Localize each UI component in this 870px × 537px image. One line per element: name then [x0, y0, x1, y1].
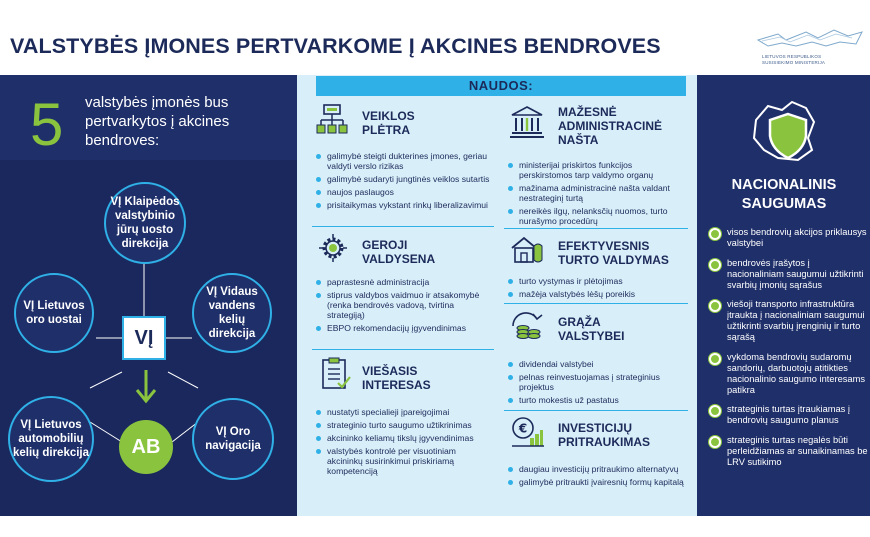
- list-item: akcininko keliamų tikslų įgyvendinimas: [315, 433, 493, 443]
- list-item: vykdoma bendrovių sudaromų sandorių, darbuotojų atitikties nacionalinio saugumo interesams patikra: [708, 352, 868, 396]
- section-title-public-interest: [362, 364, 431, 392]
- joint-stock-company-label: AB: [119, 420, 173, 474]
- divider: [312, 226, 494, 227]
- ministry-logo: [756, 26, 864, 70]
- company-klaipeda-port: VĮ Klaipėdos valstybinio jūrų uosto direkcija: [104, 182, 186, 264]
- section-title-line: VALDYSENA: [362, 252, 436, 266]
- divider: [504, 410, 688, 411]
- company-lithuanian-airports: VĮ Lietuvos oro uostai: [14, 273, 94, 353]
- list-item: mažinama administracinė našta valdant nestrateginį turtą: [507, 183, 687, 203]
- efficient-asset-management-list: [507, 276, 687, 302]
- header: [0, 0, 870, 75]
- section-title-line: GEROJI: [362, 238, 408, 252]
- ministry-wave-icon: [756, 26, 864, 52]
- company-inland-waterways: VĮ Vidaus vandens kelių direkcija: [192, 273, 272, 353]
- title-line: NACIONALINIS: [731, 177, 837, 193]
- list-item: strateginis turtas įtraukiamas į bendrovių saugumo planus: [708, 404, 868, 426]
- list-item: pelnas reinvestuojamas į strateginius projektus: [507, 372, 687, 392]
- section-title-return-to-state: [558, 315, 624, 343]
- clipboard-icon: [318, 357, 352, 389]
- list-item: strateginis turtas negalės būti perleidžiamas ar sunaikinamas be LRV sutikimo: [708, 435, 868, 468]
- big-number: 5: [30, 91, 64, 158]
- list-item: galimybė pritraukti įvairesnių formų kapitalą: [507, 477, 687, 487]
- list-item: naujos paslaugos: [315, 187, 493, 197]
- less-admin-burden-list: [507, 160, 687, 229]
- government-building-icon: [510, 106, 544, 138]
- list-item: mažėja valstybės lėšų poreikis: [507, 289, 687, 299]
- list-item: EBPO rekomendacijų įgyvendinimas: [315, 323, 493, 333]
- section-title-line: GRĄŽA: [558, 315, 601, 329]
- list-item: turto mokestis už pastatus: [507, 395, 687, 405]
- list-item: valstybės kontrolė per visuotiniam akcininkų susirinkimui priskiriamą kompetenciją: [315, 446, 493, 476]
- section-title-line: MAŽESNĖ: [558, 105, 617, 119]
- section-title-line: EFEKTYVESNIS: [558, 239, 650, 253]
- list-item: prisitaikymas vykstant rinkų liberalizavimui: [315, 200, 493, 210]
- intro-text: valstybės įmonės bus pertvarkytos į akcines bendroves:: [85, 94, 230, 149]
- section-title-line: VALSTYBEI: [558, 329, 625, 343]
- divider: [312, 349, 494, 350]
- section-title-line: INTERESAS: [362, 378, 431, 392]
- state-enterprise-label: VĮ: [122, 316, 166, 360]
- list-item: strateginio turto saugumo užtikrinimas: [315, 420, 493, 430]
- list-item: dividendai valstybei: [507, 359, 687, 369]
- national-security-title: [705, 176, 863, 214]
- section-title-investment-attraction: [558, 421, 650, 449]
- company-air-navigation: VĮ Oro navigacija: [192, 398, 274, 480]
- list-item: galimybė steigti dukterines įmones, geriau valdyti verslo rizikas: [315, 151, 493, 171]
- org-chart-icon: [316, 104, 350, 136]
- page-title: VALSTYBĖS ĮMONES PERTVARKOME Į AKCINES BENDROVES: [10, 34, 661, 58]
- list-item: paprastesnė administracija: [315, 277, 493, 287]
- lithuania-map-shield-icon: [748, 98, 820, 166]
- good-governance-list: [315, 277, 493, 336]
- gear-icon: [316, 232, 350, 264]
- euro-investment-icon: [510, 416, 544, 448]
- section-title-business-growth: [362, 109, 415, 137]
- business-growth-list: [315, 151, 493, 213]
- section-title-line: TURTO VALDYMAS: [558, 253, 669, 267]
- coins-return-icon: [510, 310, 544, 342]
- house-money-icon: [510, 234, 544, 266]
- section-title-efficient-asset-management: [558, 239, 669, 267]
- list-item: ministerijai priskirtos funkcijos perskirstomos tarp valdymo organų: [507, 160, 687, 180]
- section-title-line: ADMINISTRACINĖ: [558, 119, 662, 133]
- list-item: turto vystymas ir plėtojimas: [507, 276, 687, 286]
- section-title-line: NAŠTA: [558, 133, 599, 147]
- svg-text:€: €: [518, 421, 528, 436]
- arrow-down-icon: [134, 370, 158, 404]
- section-title-line: VIEŠASIS: [362, 364, 418, 378]
- section-title-line: INVESTICIJŲ: [558, 421, 633, 435]
- divider: [504, 303, 688, 304]
- section-title-line: VEIKLOS: [362, 109, 415, 123]
- section-title-line: PRITRAUKIMAS: [558, 435, 650, 449]
- company-road-administration: VĮ Lietuvos automobilių kelių direkcija: [8, 396, 94, 482]
- list-item: stiprus valdybos vaidmuo ir atsakomybė (renka bendrovės vadovą, tvirtina strategiją): [315, 290, 493, 320]
- section-title-good-governance: [362, 238, 435, 266]
- list-item: nereikės ilgų, nelanksčių nuomos, turto nurašymo procedūrų: [507, 206, 687, 226]
- list-item: bendrovės įrašytos į nacionaliniam saugumui užtikrinti svarbių įmonių sąrašus: [708, 258, 868, 291]
- section-title-less-admin-burden: [558, 105, 662, 147]
- return-to-state-list: [507, 359, 687, 408]
- benefits-banner: NAUDOS:: [316, 76, 686, 96]
- list-item: visos bendrovių akcijos priklausys valstybei: [708, 227, 868, 249]
- title-line: SAUGUMAS: [741, 196, 827, 212]
- list-item: viešoji transporto infrastruktūra įtraukta į nacionaliniam saugumui užtikrinti svarbių įrenginių ir turto sąrašą: [708, 299, 868, 343]
- list-item: nustatyti specialieji įpareigojimai: [315, 407, 493, 417]
- list-item: daugiau investicijų pritraukimo alternatyvų: [507, 464, 687, 474]
- national-security-list: [708, 227, 868, 476]
- investment-attraction-list: [507, 464, 687, 490]
- ministry-line-2: SUSISIEKIMO MINISTERIJA: [762, 60, 826, 65]
- list-item: galimybė sudaryti jungtinės veiklos sutartis: [315, 174, 493, 184]
- divider: [504, 228, 688, 229]
- public-interest-list: [315, 407, 493, 479]
- section-title-line: PLĖTRA: [362, 123, 410, 137]
- ministry-line-1: LIETUVOS RESPUBLIKOS: [762, 54, 822, 59]
